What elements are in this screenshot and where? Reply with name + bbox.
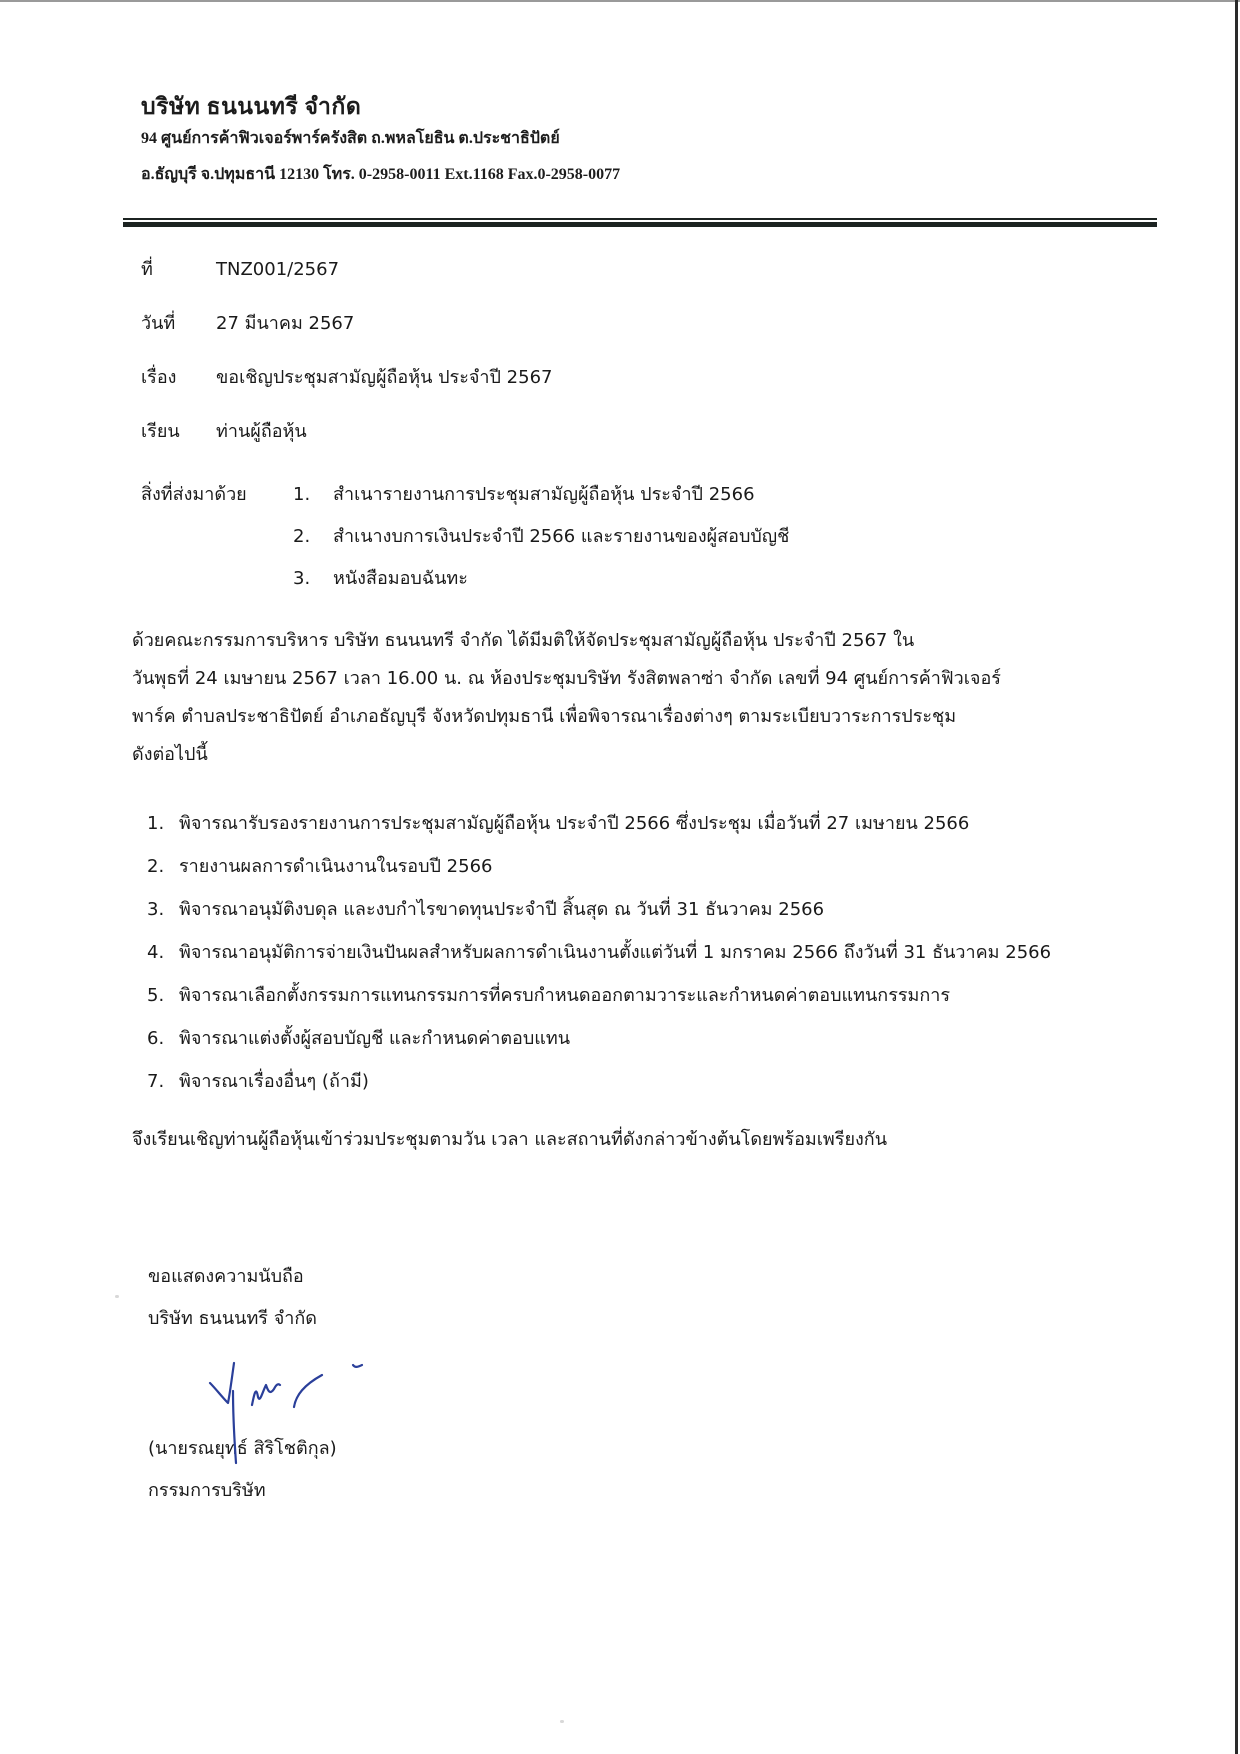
signer-title: กรรมการบริษัท — [148, 1480, 266, 1501]
company-name: บริษัท ธนนนทรี จำกัด — [141, 94, 362, 119]
agenda-list — [147, 812, 1051, 1113]
recipient-row — [141, 420, 552, 474]
agenda-number: 4. — [147, 942, 165, 963]
body-line: ดังต่อไปนี้ — [132, 744, 208, 765]
handwritten-signature — [190, 1355, 390, 1475]
signer-name: (นายรณยุทธ์ สิริโชติกุล) — [148, 1438, 337, 1459]
body-line: ด้วยคณะกรรมการบริหาร บริษัท ธนนนทรี จำกัด ได้มีมติให้จัดประชุมสามัญผู้ถือหุ้น ประจำปี 2567 ใน — [132, 630, 915, 651]
reference-row — [141, 258, 552, 312]
body-paragraph — [132, 622, 1162, 774]
enclosure-text: สำเนางบการเงินประจำปี 2566 และรายงานของผู้สอบบัญชี — [333, 526, 790, 547]
agenda-text: พิจารณารับรองรายงานการประชุมสามัญผู้ถือหุ้น ประจำปี 2566 ซึ่งประชุม เมื่อวันที่ 27 เมษายน 2566 — [179, 813, 970, 834]
agenda-text: พิจารณาแต่งตั้งผู้สอบบัญชี และกำหนดค่าตอบแทน — [179, 1028, 571, 1049]
agenda-item — [147, 941, 1051, 984]
reference-label: ที่ — [141, 259, 153, 280]
agenda-item — [147, 984, 1051, 1027]
reference-number: TNZ001/2567 — [216, 259, 340, 280]
signature-stroke — [353, 1365, 362, 1367]
enclosures-label: สิ่งที่ส่งมาด้วย — [141, 484, 247, 505]
enclosure-item — [293, 567, 1093, 609]
recipient-label: เรียน — [141, 421, 180, 442]
agenda-text: พิจารณาอนุมัติการจ่ายเงินปันผลสำหรับผลการดำเนินงานตั้งแต่วันที่ 1 มกราคม 2566 ถึงวันที่ 31 ธันวาคม 2566 — [179, 942, 1052, 963]
letterhead — [141, 92, 620, 200]
agenda-item — [147, 1070, 1051, 1113]
enclosures-list — [293, 483, 1093, 609]
agenda-number: 7. — [147, 1071, 165, 1092]
agenda-item — [147, 812, 1051, 855]
enclosure-item — [293, 525, 1093, 567]
address-line-1: 94 ศูนย์การค้าฟิวเจอร์พาร์ครังสิต ถ.พหลโยธิน ต.ประชาธิปัตย์ — [141, 130, 560, 147]
body-line: วันพุธที่ 24 เมษายน 2567 เวลา 16.00 น. ณ ห้องประชุมบริษัท รังสิตพลาซ่า จำกัด เลขที่ 94 ศูนย์การค้าฟิวเจอร์ — [132, 668, 1001, 689]
scan-speck — [115, 1295, 119, 1298]
agenda-item — [147, 855, 1051, 898]
signature-stroke — [294, 1375, 322, 1407]
subject-value: ขอเชิญประชุมสามัญผู้ถือหุ้น ประจำปี 2567 — [216, 367, 553, 388]
scan-speck — [560, 1720, 564, 1723]
agenda-text: พิจารณาอนุมัติงบดุล และงบกำไรขาดทุนประจำปี สิ้นสุด ณ วันที่ 31 ธันวาคม 2566 — [179, 899, 825, 920]
agenda-text: พิจารณาเลือกตั้งกรรมการแทนกรรมการที่ครบกำหนดออกตามวาระและกำหนดค่าตอบแทนกรรมการ — [179, 985, 951, 1006]
closing-paragraph: จึงเรียนเชิญท่านผู้ถือหุ้นเข้าร่วมประชุมตามวัน เวลา และสถานที่ดังกล่าวข้างต้นโดยพร้อมเพรียงกัน — [132, 1129, 887, 1150]
enclosure-text: หนังสือมอบฉันทะ — [333, 568, 468, 589]
recipient-value: ท่านผู้ถือหุ้น — [216, 421, 307, 442]
date-value: 27 มีนาคม 2567 — [216, 313, 355, 334]
salutation: ขอแสดงความนับถือ — [148, 1266, 304, 1287]
signature-company: บริษัท ธนนนทรี จำกัด — [148, 1308, 317, 1329]
agenda-item — [147, 898, 1051, 941]
enclosure-item — [293, 483, 1093, 525]
agenda-text: รายงานผลการดำเนินงานในรอบปี 2566 — [179, 856, 493, 877]
agenda-number: 3. — [147, 899, 165, 920]
subject-label: เรื่อง — [141, 367, 177, 388]
enclosure-number: 3. — [293, 568, 311, 589]
date-row — [141, 312, 552, 366]
enclosure-number: 2. — [293, 526, 311, 547]
body-line: พาร์ค ตำบลประชาธิปัตย์ อำเภอธัญบุรี จังหวัดปทุมธานี เพื่อพิจารณาเรื่องต่างๆ ตามระเบียบวาระการประชุม — [132, 706, 957, 727]
agenda-number: 6. — [147, 1028, 165, 1049]
signature-stroke — [210, 1363, 234, 1403]
enclosure-number: 1. — [293, 484, 311, 505]
agenda-number: 1. — [147, 813, 165, 834]
agenda-item — [147, 1027, 1051, 1070]
signature-stroke — [252, 1384, 280, 1405]
address-line-2: อ.ธัญบุรี จ.ปทุมธานี 12130 โทร. 0-2958-0011 Ext.1168 Fax.0-2958-0077 — [141, 166, 621, 183]
divider-thick-line — [123, 222, 1157, 227]
agenda-number: 5. — [147, 985, 165, 1006]
agenda-text: พิจารณาเรื่องอื่นๆ (ถ้ามี) — [179, 1071, 369, 1092]
letter-meta — [141, 258, 552, 474]
enclosure-text: สำเนารายงานการประชุมสามัญผู้ถือหุ้น ประจำปี 2566 — [333, 484, 755, 505]
scan-edge-right — [1235, 0, 1238, 1754]
subject-row — [141, 366, 552, 420]
scan-edge-top — [0, 0, 1240, 2]
date-label: วันที่ — [141, 313, 176, 334]
signature-stroke — [233, 1391, 236, 1463]
letterhead-divider — [123, 218, 1157, 228]
agenda-number: 2. — [147, 856, 165, 877]
divider-thin-line — [123, 218, 1157, 220]
